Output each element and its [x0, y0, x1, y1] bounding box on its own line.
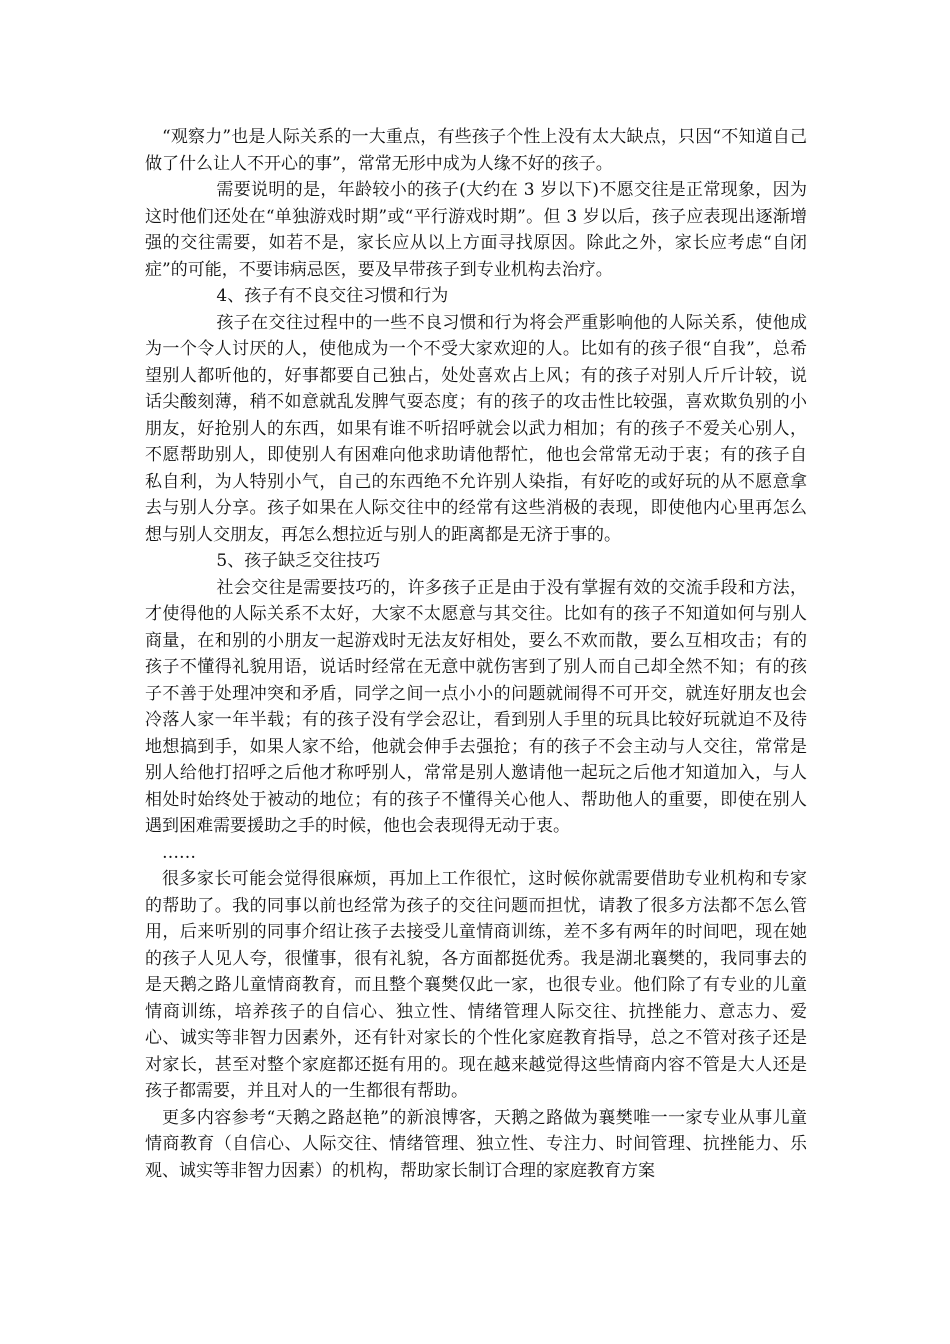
document-body	[145, 124, 807, 1184]
section-heading-lack-skills: 5、孩子缺乏交往技巧	[216, 551, 381, 571]
section-heading-bad-habits: 4、孩子有不良交往习惯和行为	[216, 286, 449, 306]
paragraph-age-note: 需要说明的是，年龄较小的孩子(大约在 3 岁以下)不愿交往是正常现象，因为这时他们还处在“单独游戏时期”或“平行游戏时期”。但 3 岁以后，孩子应表现出逐渐增强的交往需要，如若不是，家长应从以上方面寻找原因。除此之外，家长应考虑“自闭症”的可能，不要讳病忌医，要及早带孩子到专业机构去治疗。	[145, 180, 807, 280]
paragraph-professional-help: 很多家长可能会觉得很麻烦，再加上工作很忙，这时候你就需要借助专业机构和专家的帮助了。我的同事以前也经常为孩子的交往问题而担忧，请教了很多方法都不怎么管用，后来听别的同事介绍让孩子去接受儿童情商训练，差不多有两年的时间吧，现在她的孩子人见人夸，很懂事，很有礼貌，各方面都挺优秀。我是湖北襄樊的，我同事去的是天鹅之路儿童情商教育，而且整个襄樊仅此一家，也很专业。他们除了有专业的儿童情商训练，培养孩子的自信心、独立性、情绪管理人际交往、抗挫能力、意志力、爱心、诚实等非智力因素外，还有针对家长的个性化家庭教育指导，总之不管对孩子还是对家长，甚至对整个家庭都还挺有用的。现在越来越觉得这些情商内容不管是大人还是孩子都需要，并且对人的一生都很有帮助。	[145, 869, 807, 1101]
ellipsis-text: ……	[162, 842, 196, 863]
paragraph-bad-habits: 孩子在交往过程中的一些不良习惯和行为将会严重影响他的人际关系，使他成为一个令人讨厌的人，使他成为一个不受大家欢迎的人。比如有的孩子很“自我”，总希望别人都听他的，好事都要自己独占，处处喜欢占上风；有的孩子对别人斤斤计较，说话尖酸刻薄，稍不如意就乱发脾气耍态度；有的孩子的攻击性比较强，喜欢欺负别的小朋友，好抢别人的东西，如果有谁不听招呼就会以武力相加；有的孩子不爱关心别人，不愿帮助别人，即使别人有困难向他求助请他帮忙，他也会常常无动于衷；有的孩子自私自利，为人特别小气，自己的东西绝不允许别人染指，有好吃的或好玩的从不愿意拿去与别人分享。孩子如果在人际交往中的经常有这些消极的表现，即使他内心里再怎么想与别人交朋友，再怎么想拉近与别人的距离都是无济于事的。	[145, 312, 807, 545]
paragraph-observation: “观察力”也是人际关系的一大重点，有些孩子个性上没有太大缺点，只因“不知道自己做了什么让人不开心的事”，常常无形中成为人缘不好的孩子。	[145, 127, 807, 174]
paragraph-more-info: 更多内容参考“天鹅之路赵艳”的新浪博客，天鹅之路做为襄樊唯一一家专业从事儿童情商教育（自信心、人际交往、情绪管理、独立性、专注力、时间管理、抗挫能力、乐观、诚实等非智力因素）的机构，帮助家长制订合理的家庭教育方案	[145, 1107, 807, 1181]
paragraph-lack-skills: 社会交往是需要技巧的，许多孩子正是由于没有掌握有效的交流手段和方法，才使得他的人际关系不太好，大家不太愿意与其交往。比如有的孩子不知道如何与别人商量，在和别的小朋友一起游戏时无法友好相处，要么不欢而散，要么互相攻击；有的孩子不懂得礼貌用语，说话时经常在无意中就伤害到了别人而自己却全然不知；有的孩子不善于处理冲突和矛盾，同学之间一点小小的问题就闹得不可开交，就连好朋友也会冷落人家一年半载；有的孩子没有学会忍让，看到别人手里的玩具比较好玩就迫不及待地想搞到手，如果人家不给，他就会伸手去强抢；有的孩子不会主动与人交往，常常是别人给他打招呼之后他才称呼别人，常常是别人邀请他一起玩之后他才知道加入，与人相处时始终处于被动的地位；有的孩子不懂得关心他人、帮助他人的重要，即使在别人遇到困难需要援助之手的时候，他也会表现得无动于衷。	[145, 577, 807, 836]
